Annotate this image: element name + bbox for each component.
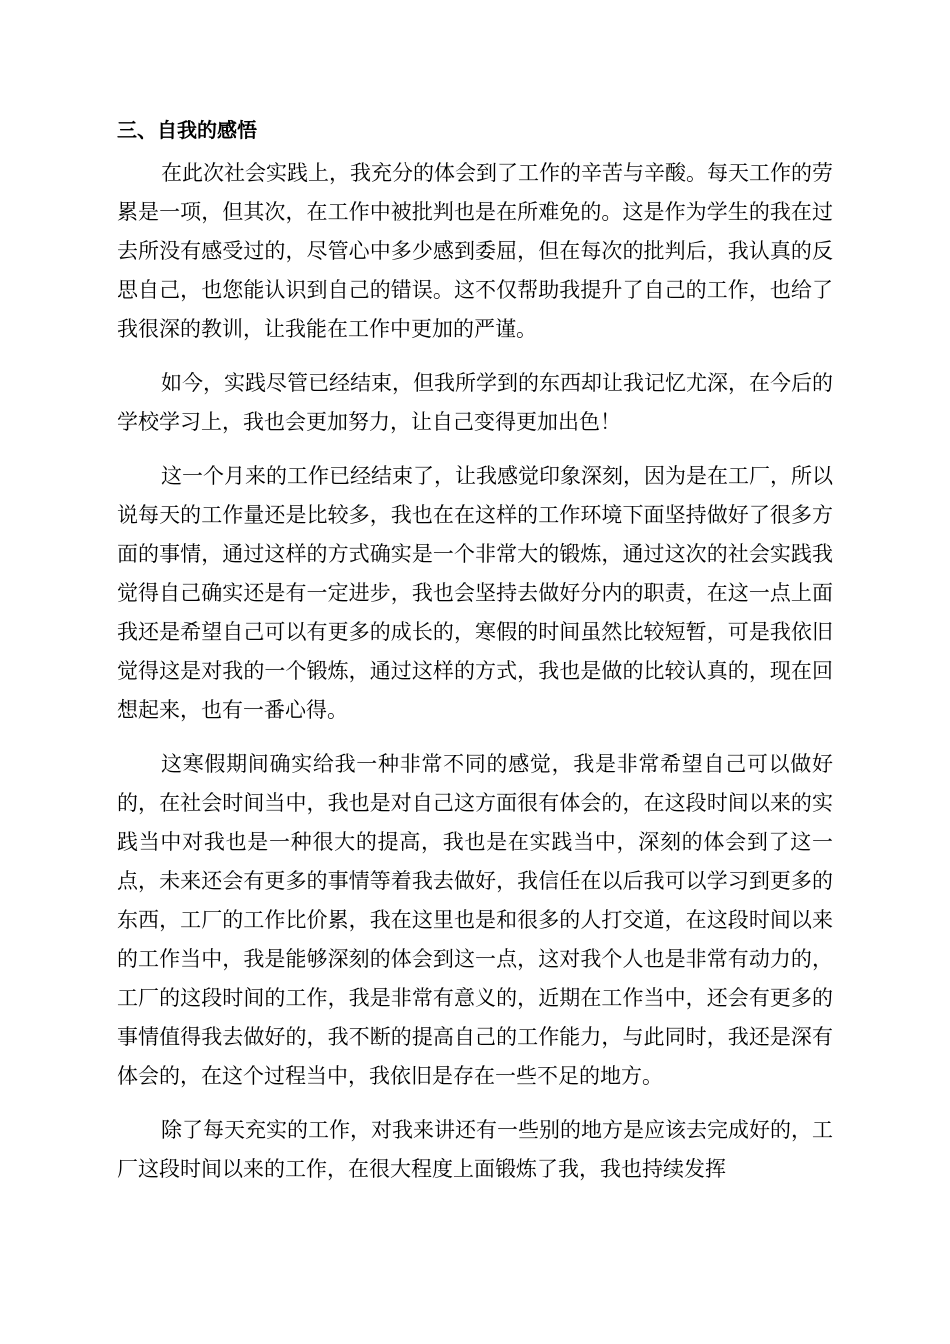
paragraph-3: 这一个月来的工作已经结束了，让我感觉印象深刻，因为是在工厂，所以说每天的工作量还是比较多，我也在在这样的工作环境下面坚持做好了很多方面的事情，通过这样的方式确实是一个非常大的锻炼，通过这次的社会实践我觉得自己确实还是有一定进步，我也会坚持去做好分内的职责，在这一点上面我还是希望自己可以有更多的成长的，寒假的时间虽然比较短暂，可是我依旧觉得这是对我的一个锻炼，通过这样的方式，我也是做的比较认真的，现在回想起来，也有一番心得。 xyxy=(117,464,833,722)
paragraph-5: 除了每天充实的工作，对我来讲还有一些别的地方是应该去完成好的，工厂这段时间以来的工作，在很大程度上面锻炼了我，我也持续发挥 xyxy=(117,1118,833,1181)
paragraph-4: 这寒假期间确实给我一种非常不同的感觉，我是非常希望自己可以做好的，在社会时间当中，我也是对自己这方面很有体会的，在这段时间以来的实践当中对我也是一种很大的提高，我也是在实践当中，深刻的体会到了这一点，未来还会有更多的事情等着我去做好，我信任在以后我可以学习到更多的东西，工厂的工作比价累，我在这里也是和很多的人打交道，在这段时间以来的工作当中，我是能够深刻的体会到这一点，这对我个人也是非常有动力的，工厂的这段时间的工作，我是非常有意义的，近期在工作当中，还会有更多的事情值得我去做好的，我不断的提高自己的工作能力，与此同时，我还是深有体会的，在这个过程当中，我依旧是存在一些不足的地方。 xyxy=(117,752,833,1088)
paragraph-2: 如今，实践尽管已经结束，但我所学到的东西却让我记忆尤深，在今后的学校学习上，我也会更加努力，让自己变得更加出色！ xyxy=(117,371,833,434)
document-page xyxy=(117,112,833,1204)
section-heading: 三、自我的感悟 xyxy=(117,118,257,142)
paragraph-1: 在此次社会实践上，我充分的体会到了工作的辛苦与辛酸。每天工作的劳累是一项，但其次，在工作中被批判也是在所难免的。这是作为学生的我在过去所没有感受过的，尽管心中多少感到委屈，但在每次的批判后，我认真的反思自己，也您能认识到自己的错误。这不仅帮助我提升了自己的工作，也给了我很深的教训，让我能在工作中更加的严谨。 xyxy=(117,161,833,341)
